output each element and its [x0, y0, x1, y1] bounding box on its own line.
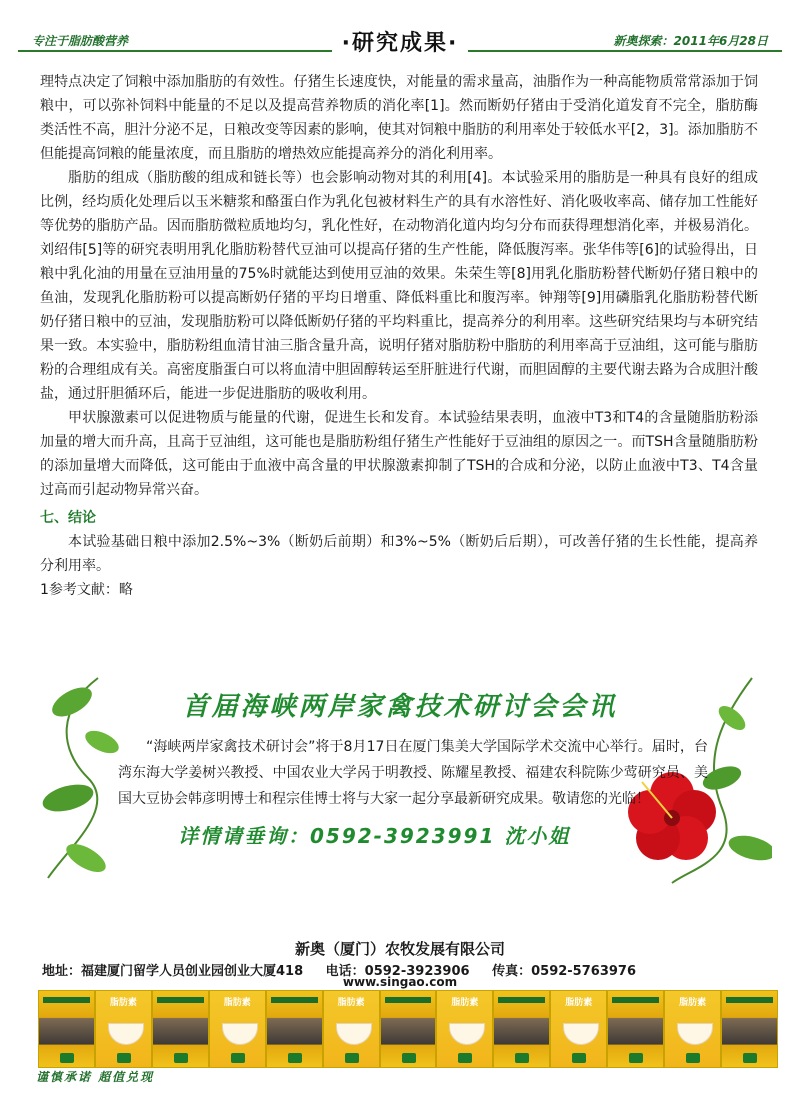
paragraph-2: 脂肪的组成（脂肪酸的组成和链长等）也会影响动物对其的利用[4]。本试验采用的脂肪是一种具有良好的组成比例，经均质化处理后以玉米糖浆和酪蛋白作为乳化包被材料生产的具有水溶性好、消化吸收率高、储存加工性能好等优势的脂肪产品。因而脂肪微粒质地均匀，乳化性好，在动物消化道内均匀分布而获得理想消化率，并极易消化。刘绍伟[5]等的研究表明用乳化脂肪粉替代豆油可以提高仔猪的生产性能，降低腹泻率。张华伟等[6]的试验得出，日粮中乳化油的用量在豆油用量的75%时就能达到使用豆油的效果。朱荣生等[8]用乳化脂肪粉替代断奶仔猪日粮中的鱼油，发现乳化脂肪粉可以提高断奶仔猪的平均日增重、降低料重比和腹泻率。钟翔等[9]用磷脂乳化脂肪粉替代断奶仔猪日粮中的豆油，发现脂肪粉可以降低断奶仔猪的平均料重比，提高养分的利用率。这些研究结果均与本研究结果一致。本实验中，脂肪粉组血清甘油三脂含量升高，说明仔猪对脂肪粉中脂肪的利用率高于豆油组，这可能与脂肪粉的合理组成有关。高密度脂蛋白可以将血清中胆固醇转运至肝脏进行代谢，而胆固醇的主要代谢去路为合成胆汁酸盐，通过肝胆循环后，能进一步促进脂肪的吸收利用。: [40, 170, 758, 402]
package-band: [726, 997, 773, 1003]
company-fax: 传真：0592-5763976: [492, 964, 637, 979]
product-package-image: [664, 990, 721, 1068]
product-label: 脂肪素: [565, 998, 593, 1008]
product-package-image: [266, 990, 323, 1068]
product-package-image: [550, 990, 607, 1068]
brand-logo-icon: [572, 1053, 586, 1063]
product-package-image: [493, 990, 550, 1068]
product-package-image: [323, 990, 380, 1068]
company-phone: 电话：0592-3923906: [325, 964, 470, 979]
brand-logo-icon: [117, 1053, 131, 1063]
package-band: [385, 997, 432, 1003]
package-band: [157, 997, 204, 1003]
brand-logo-icon: [515, 1053, 529, 1063]
brand-logo-icon: [288, 1053, 302, 1063]
bowl-icon: [449, 1023, 485, 1045]
brand-logo-icon: [174, 1053, 188, 1063]
references-note: 1参考文献：略: [40, 582, 133, 598]
article-body: [40, 70, 758, 602]
product-label: 脂肪素: [679, 998, 707, 1008]
section-title-text: ·研究成果·: [332, 31, 469, 56]
product-package-image: [95, 990, 152, 1068]
brand-logo-icon: [743, 1053, 757, 1063]
header-issue-date: 新奥探索：2011年6月28日: [613, 34, 768, 48]
conference-notice: [28, 668, 772, 890]
brand-logo-icon: [60, 1053, 74, 1063]
product-label: 脂肪素: [109, 998, 137, 1008]
package-band: [43, 997, 90, 1003]
header-left-tagline: 专注于脂肪酸营养: [32, 34, 129, 48]
conclusion-heading: 七、结论: [40, 510, 96, 526]
company-name: 新奥（厦门）农牧发展有限公司: [294, 940, 505, 958]
brand-logo-icon: [458, 1053, 472, 1063]
brand-logo-icon: [686, 1053, 700, 1063]
page-header: [18, 28, 782, 58]
paragraph-conclusion: 本试验基础日粮中添加2.5%~3%（断奶后前期）和3%~5%（断奶后后期），可改善仔猪的生长性能，提高养分利用率。: [40, 534, 758, 574]
product-package-image: [152, 990, 209, 1068]
brand-logo-icon: [345, 1053, 359, 1063]
product-package-image: [209, 990, 266, 1068]
product-package-image: [436, 990, 493, 1068]
bowl-icon: [336, 1023, 372, 1045]
package-band: [498, 997, 545, 1003]
footer-slogan: 谨慎承诺 超值兑现: [36, 1070, 155, 1084]
product-package-image: [607, 990, 664, 1068]
package-band: [271, 997, 318, 1003]
package-band: [612, 997, 659, 1003]
product-package-image: [38, 990, 95, 1068]
bowl-icon: [222, 1023, 258, 1045]
company-address: 地址：福建厦门留学人员创业园创业大厦418: [42, 964, 304, 979]
paragraph-3: 甲状腺激素可以促进物质与能量的代谢，促进生长和发育。本试验结果表明，血液中T3和T4的含量随脂肪粉添加量的增大而升高，且高于豆油组，这可能也是脂肪粉组仔猪生产性能好于豆油组的原因之一。而TSH含量随脂肪粉的添加量增大而降低，这可能由于血液中高含量的甲状腺激素抑制了TSH的合成和分泌，以防止血液中T3、T4含量过高而引起动物异常兴奋。: [40, 410, 758, 498]
company-website[interactable]: www.singao.com: [342, 975, 458, 989]
product-label: 脂肪素: [337, 998, 365, 1008]
product-package-image: [380, 990, 437, 1068]
notice-body: “海峡两岸家禽技术研讨会”将于8月17日在厦门集美大学国际学术交流中心举行。届时，台湾东海大学姜树兴教授、中国农业大学呙于明教授、陈耀星教授、福建农科院陈少莺研究员、美国大豆协会韩彦明博士和程宗佳博士将与大家一起分享最新研究成果。敬请您的光临！: [118, 739, 708, 807]
bowl-icon: [563, 1023, 599, 1045]
bowl-icon: [677, 1023, 713, 1045]
brand-logo-icon: [231, 1053, 245, 1063]
product-package-image: [721, 990, 778, 1068]
notice-title: 首届海峡两岸家禽技术研讨会会讯: [182, 692, 618, 722]
notice-contact: 详情请垂询：0592-3923991 沈小姐: [178, 824, 571, 848]
brand-logo-icon: [402, 1053, 416, 1063]
bowl-icon: [108, 1023, 144, 1045]
product-label: 脂肪素: [223, 998, 251, 1008]
product-label: 脂肪素: [451, 998, 479, 1008]
product-strip: [38, 990, 778, 1068]
paragraph-1: 理特点决定了饲粮中添加脂肪的有效性。仔猪生长速度快，对能量的需求量高，油脂作为一种高能物质常常添加于饲粮中，可以弥补饲料中能量的不足以及提高营养物质的消化率[1]。然而断奶仔猪由于受消化道发育不完全，脂肪酶类活性不高，胆汁分泌不足，日粮改变等因素的影响，使其对饲粮中脂肪的利用率处于较低水平[2，3]。添加脂肪不但能提高饲粮的能量浓度，而且脂肪的增热效应能提高养分的消化利用率。: [40, 74, 758, 162]
brand-logo-icon: [629, 1053, 643, 1063]
